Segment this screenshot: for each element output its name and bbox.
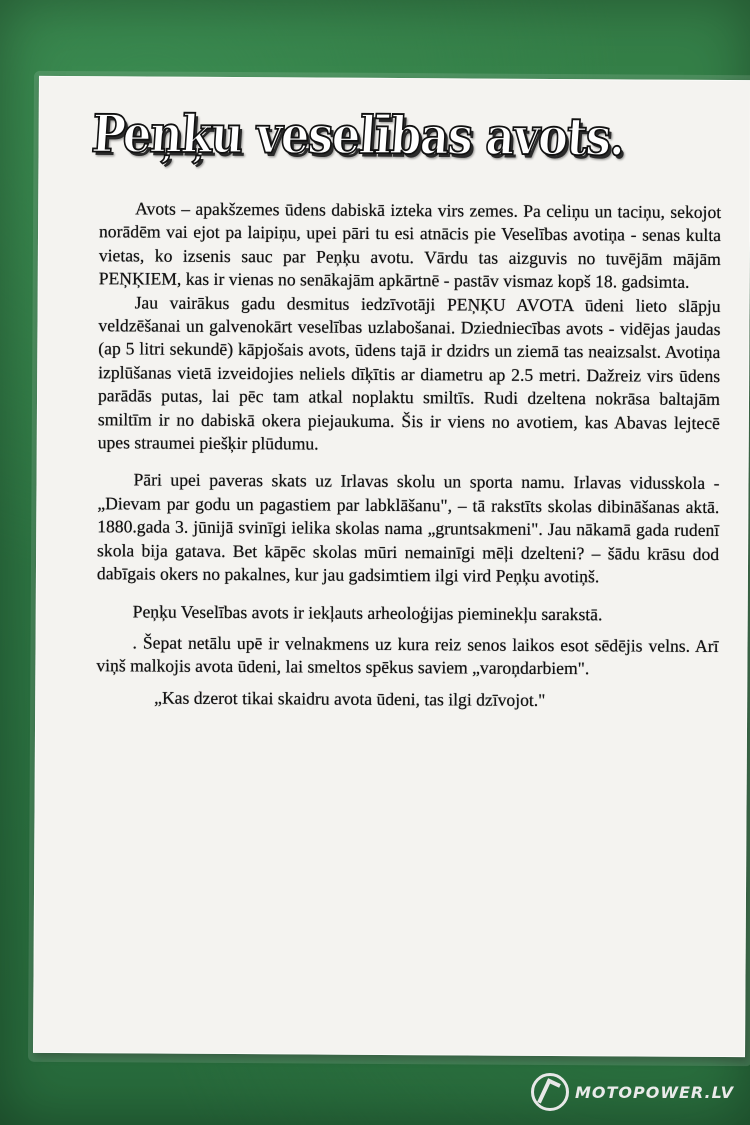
motopower-logo-icon: [531, 1073, 569, 1111]
paragraph-devil-stone: . Šepat netālu upē ir velnakmens uz kura reiz senos laikos esot sēdējis velns. Arī viņš malkojis avota ūdeni, lai smeltos spēkus saviem „varoņdarbiem".: [96, 632, 719, 679]
notice-body: [96, 197, 721, 713]
paragraph-intro: Avots – apakšzemes ūdens dabiskā izteka virs zemes. Pa celiņu un taciņu, sekojot norādēm vai ejot pa laipiņu, upei pāri tu esi atnācis pie Veselības avotiņa - senas kulta vietas, ko izsenis sauc par Peņķu avotu. Vārdu tas aizguvis no tuvējām mājām PEŅĶIEM, kas ir vienas no senākajām apkārtnē - pastāv vismaz kopš 18. gadsimta.: [98, 198, 722, 293]
paragraph-saying: „Kas dzerot tikai skaidru avota ūdeni, tas ilgi dzīvojot.": [154, 687, 546, 710]
watermark: [531, 1073, 734, 1111]
notice-sheet: [33, 76, 750, 1057]
paragraph-school: Pāri upei paveras skats uz Irlavas skolu un sporta namu. Irlavas vidusskola - „Dievam par godu un pagastiem par labklāšanu", – tā rakstīts skolas dibināšanas aktā. 1880.gada 3. jūnijā svinīgi ielika skolas nama „gruntsakmeni". Jau nākamā gada rudenī skola bija gatava. Bet kāpēc skolas mūri nemainīgi mēļi dzelteni? – šādu krāsu dod dabīgais okers no pakalnes, kur jau gadsimtiem ilgi vird Peņķu avotiņš.: [96, 469, 720, 587]
notice-title: Peņķu veselības avots.: [89, 103, 627, 168]
paragraph-usage: Jau vairākus gadu desmitus iedzīvotāji PEŅĶU AVOTA ūdeni lieto slāpju veldzēšanai un galvenokārt veselības uzlabošanai. Dziedniecības avots - vidējas jaudas (ap 5 litri sekundē) kāpjošais avots, ūdens tajā ir dzidrs un ziemā tas neaizsalst. Avotiņa izplūšanas vietā izveidojies neliels dīķītis ar diametru ap 2.5 metri. Dažreiz virs ūdens parādās putas, lai pēc tam atkal noplaktu smiltīs. Rudi dzeltena nokrāsa baltajām smiltīm ir no dabiskā okera piejaukuma. Šis ir viens no avotiem, kas Abavas lejtecē upes straumei piešķir plūdumu.: [97, 292, 721, 454]
watermark-text: MOTOPOWER.LV: [574, 1082, 734, 1102]
paragraph-monument: Peņķu Veselības avots ir iekļauts arheoloģijas pieminekļu sarakstā.: [132, 600, 603, 624]
